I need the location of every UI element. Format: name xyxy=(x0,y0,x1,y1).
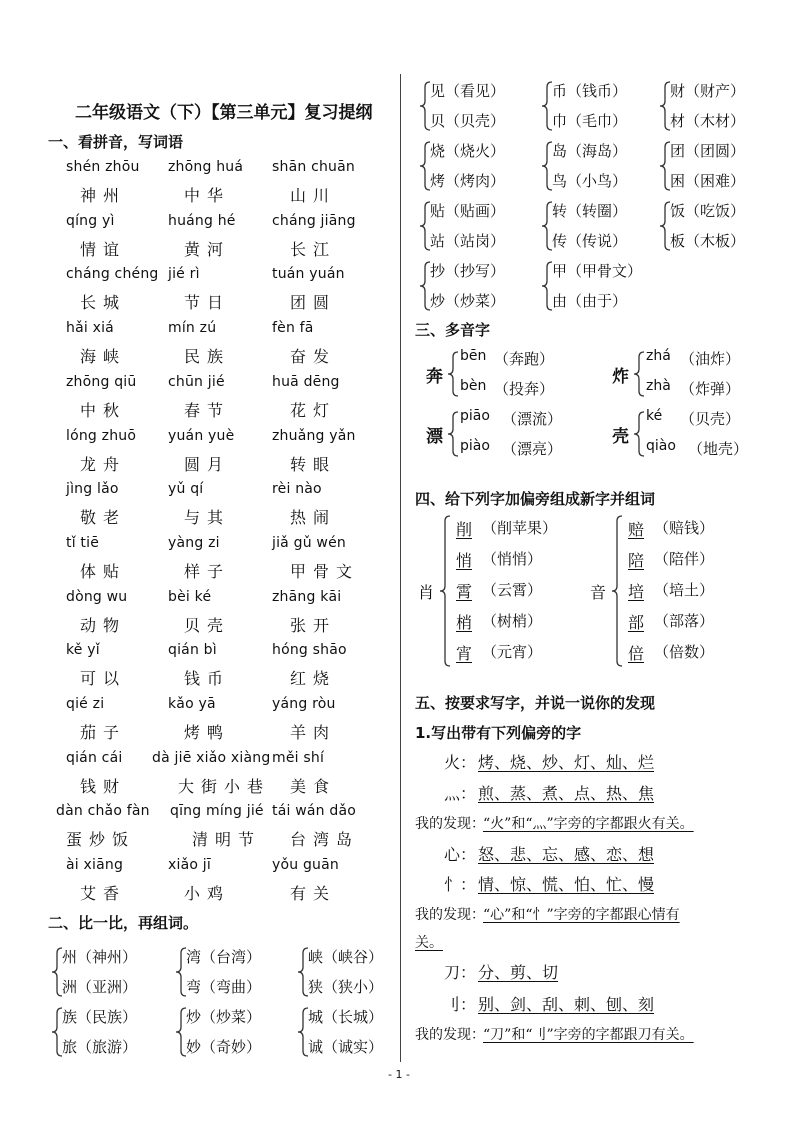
polyphone-pinyin: zhà xyxy=(646,378,671,394)
new-char: 陪 xyxy=(628,551,645,570)
compare-word: 烧（烧火） xyxy=(430,142,506,160)
polyphone-char: 壳 xyxy=(612,427,629,447)
pinyin-text: xiǎo jī xyxy=(168,857,211,874)
compare-word: 弯（弯曲） xyxy=(186,978,262,996)
compare-word: 饭（吃饭） xyxy=(670,202,746,220)
word-text: 长江 xyxy=(290,239,337,259)
polyphone-word: （贝壳） xyxy=(680,410,741,428)
compare-word: 甲（甲骨文） xyxy=(552,262,643,280)
pinyin-text: zhāng kāi xyxy=(272,588,342,605)
section2-heading: 二、比一比，再组词。 xyxy=(48,914,199,932)
section4-heading: 四、给下列字加偏旁组成新字并组词 xyxy=(415,490,656,508)
pinyin-text: bèi ké xyxy=(168,588,212,605)
polyphone-word: （地壳） xyxy=(688,440,749,458)
polyphone-pinyin: qiào xyxy=(646,438,676,454)
compare-word: 站（站岗） xyxy=(430,232,506,250)
word-text: 羊肉 xyxy=(290,723,337,742)
polyphone-word: （奔跑） xyxy=(494,350,555,368)
pinyin-text: cháng jiāng xyxy=(272,212,356,229)
word-text: 小鸡 xyxy=(184,884,231,904)
polyphone-char: 漂 xyxy=(426,427,443,447)
pinyin-text: huā dēng xyxy=(272,373,340,390)
compare-word: 炒（炒菜） xyxy=(186,1008,262,1026)
pinyin-text: jiǎ gǔ wén xyxy=(272,534,346,551)
pinyin-text: zhuǎng yǎn xyxy=(272,427,356,444)
compare-word: 湾（台湾） xyxy=(186,948,262,966)
discovery-label: 我的发现： xyxy=(415,907,485,923)
page-title: 二年级语文（下）【第三单元】复习提纲 xyxy=(75,103,373,123)
new-word: （培土） xyxy=(654,581,715,599)
new-char: 削 xyxy=(456,520,473,539)
section1-heading: 一、看拼音，写词语 xyxy=(48,133,184,151)
word-text: 烤鸭 xyxy=(184,723,231,742)
word-text: 海峡 xyxy=(80,347,127,367)
word-text: 台湾岛 xyxy=(290,830,360,850)
radical-chars: 分、剪、切 xyxy=(478,963,559,982)
page-number: - 1 - xyxy=(388,1068,410,1081)
compare-word: 转（转圈） xyxy=(552,202,628,220)
new-word: （倍数） xyxy=(654,643,715,661)
compare-word: 财（财产） xyxy=(670,82,746,100)
radical-label: 刀： xyxy=(444,963,477,982)
word-text: 大街小巷 xyxy=(178,776,271,796)
word-text: 情谊 xyxy=(80,239,127,259)
polyphone-word: （漂亮） xyxy=(502,440,563,458)
pinyin-text: jìng lǎo xyxy=(66,481,119,498)
discovery-text: “火”和“灬”字旁的字都跟火有关。 xyxy=(483,816,694,832)
pinyin-text: rèi nào xyxy=(272,481,322,498)
word-text: 钱财 xyxy=(80,776,127,796)
pinyin-text: shān chuān xyxy=(272,159,355,175)
pinyin-text: hóng shāo xyxy=(272,642,347,659)
brace-icon xyxy=(448,352,460,396)
new-word: （陪伴） xyxy=(654,550,715,568)
new-char: 部 xyxy=(628,613,645,632)
new-word: （树梢） xyxy=(482,612,543,630)
new-char: 悄 xyxy=(456,551,473,570)
pinyin-text: qīng míng jié xyxy=(170,803,264,820)
compare-word: 炒（炒菜） xyxy=(430,292,506,310)
pinyin-text: qián bì xyxy=(168,642,217,659)
word-text: 可以 xyxy=(80,669,127,689)
word-text: 钱币 xyxy=(184,669,231,689)
radical-label: 灬： xyxy=(444,784,477,803)
pinyin-text: lóng zhuō xyxy=(66,427,137,444)
pinyin-text: zhōng qiū xyxy=(66,373,137,390)
word-text: 民族 xyxy=(184,347,231,367)
pinyin-text: yuán yuè xyxy=(168,427,235,444)
source-char: 肖 xyxy=(418,583,435,602)
word-text: 中秋 xyxy=(80,400,127,420)
compare-word: 贝（贝壳） xyxy=(430,112,506,130)
word-text: 蛋炒饭 xyxy=(66,830,136,850)
radical-chars: 怒、悲、忘、感、恋、想 xyxy=(478,845,655,864)
discovery-text: 关。 xyxy=(415,935,443,951)
compare-word: 困（困难） xyxy=(670,172,746,190)
pinyin-text: měi shí xyxy=(272,749,325,766)
pinyin-text: zhōng huá xyxy=(168,159,244,175)
discovery-text: “心”和“忄”字旁的字都跟心情有 xyxy=(483,907,680,923)
word-text: 圆月 xyxy=(184,454,231,474)
compare-word: 贴（贴画） xyxy=(430,202,506,220)
word-text: 团圆 xyxy=(290,293,337,313)
pinyin-text: yǔ qí xyxy=(168,481,204,498)
radical-chars: 别、剑、刮、刺、刨、刻 xyxy=(478,995,655,1014)
compare-word: 岛（海岛） xyxy=(552,142,628,160)
word-text: 转眼 xyxy=(290,454,337,474)
new-word: （削苹果） xyxy=(482,519,558,537)
polyphone-word: （油炸） xyxy=(680,350,741,368)
compare-word: 材（木材） xyxy=(670,112,746,130)
polyphone-pinyin: zhá xyxy=(646,348,671,364)
word-text: 贝壳 xyxy=(184,615,231,635)
compare-word: 烤（烤肉） xyxy=(430,172,506,190)
pinyin-text: qié zi xyxy=(66,696,105,712)
pinyin-text: tuán yuán xyxy=(272,266,345,283)
pinyin-text: yǒu guān xyxy=(272,857,339,874)
pinyin-text: tǐ tiē xyxy=(66,534,100,551)
pinyin-text: dà jiē xiǎo xiàng xyxy=(152,749,271,766)
source-char: 音 xyxy=(590,583,607,602)
pinyin-text: huáng hé xyxy=(168,212,236,229)
pinyin-text: tái wán dǎo xyxy=(272,803,356,820)
pinyin-text: fèn fā xyxy=(272,320,314,337)
pinyin-text: dòng wu xyxy=(66,588,128,605)
radical-label: 刂： xyxy=(444,995,477,1014)
radical-chars: 情、惊、慌、怕、忙、慢 xyxy=(478,875,655,894)
word-text: 龙舟 xyxy=(80,454,127,474)
polyphone-char: 奔 xyxy=(426,367,443,387)
word-text: 节日 xyxy=(184,293,231,313)
section3-heading: 三、多音字 xyxy=(415,321,491,339)
compare-word: 妙（奇妙） xyxy=(186,1038,262,1056)
compare-word: 抄（抄写） xyxy=(430,262,506,280)
polyphone-char: 炸 xyxy=(612,367,629,387)
compare-word: 鸟（小鸟） xyxy=(552,172,628,190)
pinyin-text: chūn jié xyxy=(168,373,225,390)
section5-subheading: 1.写出带有下列偏旁的字 xyxy=(415,724,582,742)
pinyin-text: kě yǐ xyxy=(66,642,100,659)
radical-chars: 烤、烧、炒、灯、灿、烂 xyxy=(478,753,655,772)
pinyin-text: shén zhōu xyxy=(66,159,140,175)
polyphone-pinyin: piào xyxy=(460,438,490,454)
column-divider xyxy=(400,74,401,1062)
new-word: （云霄） xyxy=(482,581,543,599)
word-text: 奋发 xyxy=(290,347,337,367)
compare-word: 传（传说） xyxy=(552,232,628,250)
discovery-label: 我的发现： xyxy=(415,1027,485,1043)
pinyin-text: qián cái xyxy=(66,749,123,766)
brace-icon xyxy=(440,516,452,666)
compare-word: 狭（狭小） xyxy=(308,978,384,996)
polyphone-word: （漂流） xyxy=(502,410,563,428)
word-text: 春节 xyxy=(184,400,231,420)
new-word: （元宵） xyxy=(482,643,543,661)
discovery-label: 我的发现： xyxy=(415,816,485,832)
pinyin-text: qíng yì xyxy=(66,212,115,229)
compare-word: 由（由于） xyxy=(552,292,628,310)
polyphone-word: （投奔） xyxy=(494,380,555,398)
word-text: 花灯 xyxy=(290,400,337,420)
polyphone-word: （炸弹） xyxy=(680,380,741,398)
new-char: 霄 xyxy=(456,582,473,601)
pinyin-text: kǎo yā xyxy=(168,696,216,712)
word-text: 红烧 xyxy=(290,669,337,689)
brace-icon xyxy=(634,352,646,396)
word-text: 张开 xyxy=(290,615,337,635)
compare-word: 板（木板） xyxy=(670,232,746,250)
compare-word: 洲（亚洲） xyxy=(62,978,138,996)
word-text: 敬老 xyxy=(80,508,127,528)
brace-icon xyxy=(448,412,460,456)
polyphone-pinyin: bèn xyxy=(460,378,487,394)
new-word: （部落） xyxy=(654,612,715,630)
new-word: （赔钱） xyxy=(654,519,715,537)
word-text: 长城 xyxy=(80,293,127,313)
pinyin-text: yáng ròu xyxy=(272,696,336,712)
word-text: 神州 xyxy=(80,186,127,205)
brace-icon xyxy=(634,412,646,456)
compare-word: 团（团圆） xyxy=(670,142,746,160)
radical-chars: 煎、蒸、煮、点、热、焦 xyxy=(478,784,655,803)
compare-word: 见（看见） xyxy=(430,82,506,100)
word-text: 样子 xyxy=(184,561,231,581)
compare-word: 巾（毛巾） xyxy=(552,112,628,130)
polyphone-pinyin: ké xyxy=(646,408,663,424)
word-text: 艾香 xyxy=(80,884,127,904)
pinyin-text: cháng chéng xyxy=(66,266,159,283)
new-char: 倍 xyxy=(628,644,645,663)
word-text: 中华 xyxy=(184,186,231,205)
word-text: 黄河 xyxy=(184,239,231,259)
compare-word: 城（长城） xyxy=(308,1008,384,1026)
word-text: 茄子 xyxy=(80,723,127,742)
word-text: 有关 xyxy=(290,884,337,904)
radical-label: 火： xyxy=(444,753,477,772)
pinyin-text: yàng zi xyxy=(168,534,220,551)
word-text: 美食 xyxy=(290,776,337,796)
word-text: 体贴 xyxy=(80,561,127,581)
brace-icon xyxy=(612,516,624,666)
word-text: 热闹 xyxy=(290,508,337,528)
word-text: 甲骨文 xyxy=(290,561,360,581)
word-text: 动物 xyxy=(80,615,127,635)
polyphone-pinyin: piāo xyxy=(460,408,490,424)
discovery-text: “刀”和“刂”字旁的字都跟刀有关。 xyxy=(483,1027,694,1043)
pinyin-text: ài xiāng xyxy=(66,857,124,874)
new-char: 梢 xyxy=(456,613,473,632)
compare-word: 诚（诚实） xyxy=(308,1038,384,1056)
new-char: 赔 xyxy=(628,520,645,539)
new-char: 宵 xyxy=(456,644,473,663)
section5-heading: 五、按要求写字，并说一说你的发现 xyxy=(415,694,656,712)
pinyin-text: dàn chǎo fàn xyxy=(56,803,150,820)
pinyin-text: jié rì xyxy=(168,266,200,283)
new-char: 培 xyxy=(628,582,645,601)
word-text: 山川 xyxy=(290,186,337,205)
word-text: 与其 xyxy=(184,508,231,528)
compare-word: 族（民族） xyxy=(62,1008,138,1026)
pinyin-text: hǎi xiá xyxy=(66,320,114,337)
compare-word: 旅（旅游） xyxy=(62,1038,138,1056)
compare-word: 峡（峡谷） xyxy=(308,948,384,966)
compare-word: 币（钱币） xyxy=(552,82,628,100)
pinyin-text: mín zú xyxy=(168,320,217,337)
word-text: 清明节 xyxy=(192,830,262,850)
radical-label: 心： xyxy=(444,845,477,864)
new-word: （悄悄） xyxy=(482,550,543,568)
polyphone-pinyin: bēn xyxy=(460,348,487,364)
radical-label: 忄： xyxy=(444,875,477,894)
compare-word: 州（神州） xyxy=(62,948,138,966)
